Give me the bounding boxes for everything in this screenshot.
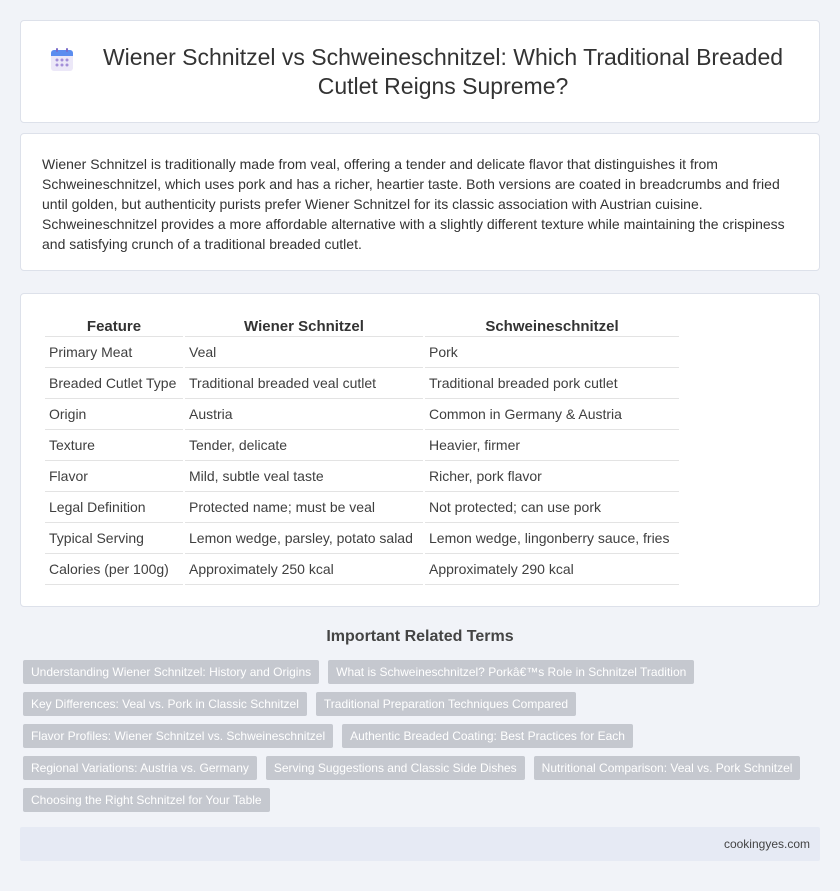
table-cell: Lemon wedge, parsley, potato salad: [185, 523, 423, 554]
column-header-wiener: Wiener Schnitzel: [185, 315, 423, 337]
related-term-tag[interactable]: Understanding Wiener Schnitzel: History and Origins: [23, 660, 319, 684]
table-cell: Legal Definition: [45, 492, 183, 523]
table-cell: Calories (per 100g): [45, 554, 183, 585]
table-cell: Approximately 290 kcal: [425, 554, 679, 585]
table-cell: Breaded Cutlet Type: [45, 368, 183, 399]
related-term-tag[interactable]: Choosing the Right Schnitzel for Your Table: [23, 788, 270, 812]
table-cell: Not protected; can use pork: [425, 492, 679, 523]
table-row: [45, 430, 679, 461]
column-header-feature: Feature: [45, 315, 183, 337]
related-term-tag[interactable]: Nutritional Comparison: Veal vs. Pork Schnitzel: [534, 756, 801, 780]
table-cell: Heavier, firmer: [425, 430, 679, 461]
table-cell: Tender, delicate: [185, 430, 423, 461]
table-cell: Veal: [185, 337, 423, 368]
table-cell: Mild, subtle veal taste: [185, 461, 423, 492]
table-cell: Pork: [425, 337, 679, 368]
table-cell: Traditional breaded veal cutlet: [185, 368, 423, 399]
table-row: [45, 554, 679, 585]
related-term-tag[interactable]: Regional Variations: Austria vs. Germany: [23, 756, 257, 780]
table-cell: Origin: [45, 399, 183, 430]
table-cell: Traditional breaded pork cutlet: [425, 368, 679, 399]
calendar-icon: [49, 47, 75, 73]
table-row: [45, 523, 679, 554]
intro-paragraph: Wiener Schnitzel is traditionally made from veal, offering a tender and delicate flavor that distinguishes it from Schweineschnitzel, which uses pork and has a richer, heartier taste. Both versions are coated in breadcrumbs and fried until golden, but authenticity purists prefer Wiener Schnitzel for its classic association with Austrian cuisine. Schweineschnitzel provides a more affordable alternative with a slightly different texture while maintaining the crispiness and satisfying crunch of a traditional breaded cutlet.: [42, 156, 785, 252]
table-header-row: [45, 315, 679, 337]
related-term-tag[interactable]: Authentic Breaded Coating: Best Practices for Each: [342, 724, 633, 748]
table-cell: Common in Germany & Austria: [425, 399, 679, 430]
header-card: [20, 20, 820, 123]
table-cell: Protected name; must be veal: [185, 492, 423, 523]
table-row: [45, 492, 679, 523]
table-cell: Primary Meat: [45, 337, 183, 368]
comparison-table-card: [20, 293, 820, 607]
footer: [20, 827, 820, 861]
table-cell: Approximately 250 kcal: [185, 554, 423, 585]
table-row: [45, 461, 679, 492]
related-term-tag[interactable]: What is Schweineschnitzel? Porkâ€™s Role in Schnitzel Tradition: [328, 660, 694, 684]
table-cell: Texture: [45, 430, 183, 461]
related-term-tag[interactable]: Flavor Profiles: Wiener Schnitzel vs. Schweineschnitzel: [23, 724, 333, 748]
related-term-tag[interactable]: Key Differences: Veal vs. Pork in Classic Schnitzel: [23, 692, 307, 716]
footer-site-link[interactable]: cookingyes.com: [723, 837, 810, 851]
table-cell: Typical Serving: [45, 523, 183, 554]
related-term-tag[interactable]: Traditional Preparation Techniques Compared: [316, 692, 576, 716]
table-cell: Flavor: [45, 461, 183, 492]
table-row: [45, 337, 679, 368]
related-terms-heading: Important Related Terms: [326, 628, 514, 645]
comparison-table: [43, 315, 681, 585]
related-term-tag[interactable]: Serving Suggestions and Classic Side Dishes: [266, 756, 525, 780]
column-header-schweine: Schweineschnitzel: [425, 315, 679, 337]
related-terms-list: [23, 660, 813, 820]
table-cell: Lemon wedge, lingonberry sauce, fries: [425, 523, 679, 554]
table-cell: Austria: [185, 399, 423, 430]
page-title: Wiener Schnitzel vs Schweineschnitzel: Which Traditional Breaded Cutlet Reigns Supreme?: [102, 44, 784, 99]
table-row: [45, 399, 679, 430]
table-row: [45, 368, 679, 399]
intro-card: [20, 133, 820, 271]
table-cell: Richer, pork flavor: [425, 461, 679, 492]
